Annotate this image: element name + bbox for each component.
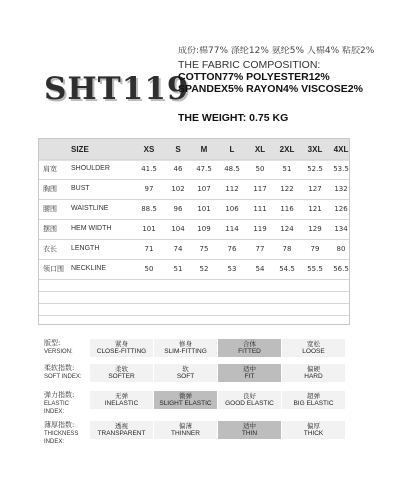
index-option	[90, 364, 153, 382]
index-option-cn: 适中	[243, 422, 256, 430]
size-header-3xl: 3XL	[307, 145, 323, 154]
size-value: 116	[280, 205, 294, 213]
measure-label-cn: 衣长	[43, 245, 57, 253]
size-value: 117	[253, 185, 267, 193]
size-value: 119	[253, 225, 267, 233]
size-value: 75	[199, 245, 209, 253]
size-header-xs: XS	[143, 145, 155, 154]
index-label-cn: 弹力指数:	[44, 391, 75, 399]
index-option-cn: 软	[182, 365, 189, 373]
index-option-cn: 偏厚	[307, 422, 320, 430]
index-option-selected	[218, 364, 281, 382]
measure-label-cn: 摆围	[43, 225, 57, 233]
size-value: 107	[197, 185, 211, 193]
size-value: 74	[173, 245, 183, 253]
index-option	[154, 339, 217, 357]
measure-label-neckline: NECKLINE	[71, 265, 107, 272]
index-option	[90, 391, 153, 409]
size-value: 112	[225, 185, 239, 193]
size-value: 52.5	[307, 165, 323, 173]
size-value: 97	[144, 185, 154, 193]
measure-label-cn: 胸围	[43, 185, 57, 193]
table-divider	[39, 303, 349, 304]
measure-label-length: LENGTH	[71, 245, 100, 252]
size-value: 104	[171, 225, 185, 233]
table-divider	[39, 315, 349, 316]
size-value: 50	[144, 265, 154, 273]
size-header-4xl: 4XL	[333, 145, 349, 154]
size-value: 127	[308, 185, 322, 193]
index-option-en: CLOSE-FITTING	[96, 348, 147, 355]
index-option-en: THIN	[241, 430, 258, 437]
size-value: 55.5	[307, 265, 323, 273]
index-option-en: FIT	[244, 373, 255, 380]
size-header-xl: XL	[254, 145, 266, 154]
index-option	[282, 339, 345, 357]
index-option	[90, 339, 153, 357]
size-value: 129	[308, 225, 322, 233]
index-option-cn: 微弹	[179, 392, 192, 400]
index-label-en: VERSION:	[44, 349, 73, 355]
index-option-en: INELASTIC	[104, 400, 139, 407]
composition-title: THE FABRIC COMPOSITION:	[178, 59, 321, 71]
size-value: 134	[334, 225, 348, 233]
index-label-cn: 薄厚指数:	[44, 421, 75, 429]
size-header-s: S	[175, 145, 181, 154]
index-option-cn: 柔软	[115, 365, 128, 373]
index-option	[282, 391, 345, 409]
index-option-cn: 宽松	[307, 340, 320, 348]
size-value: 46	[173, 165, 183, 173]
size-value: 53	[227, 265, 237, 273]
size-value: 122	[280, 185, 294, 193]
index-option	[282, 421, 345, 439]
size-value: 109	[197, 225, 211, 233]
index-option	[282, 364, 345, 382]
size-value: 126	[334, 205, 348, 213]
size-value: 88.5	[141, 205, 157, 213]
index-option	[154, 364, 217, 382]
size-chart-table	[38, 138, 350, 325]
size-value: 106	[225, 205, 239, 213]
index-option-cn: 偏薄	[179, 422, 192, 430]
index-option-selected	[154, 391, 217, 409]
index-label-en: ELASTIC INDEX:	[44, 401, 70, 415]
fabric-weight: THE WEIGHT: 0.75 KG	[178, 112, 289, 124]
size-header-m: M	[200, 145, 208, 154]
size-value: 80	[336, 245, 346, 253]
index-option-en: LOOSE	[302, 348, 325, 355]
index-option-en: SOFTER	[108, 373, 135, 380]
index-label-en: THICKNESS INDEX:	[44, 431, 79, 445]
measure-label-waistline: WAISTLINE	[71, 205, 109, 212]
size-value: 50	[255, 165, 265, 173]
size-column-title: SIZE	[71, 145, 89, 154]
size-value: 101	[197, 205, 211, 213]
index-option-en: THINNER	[171, 430, 200, 437]
size-value: 47.5	[196, 165, 212, 173]
index-option-selected	[218, 421, 281, 439]
size-value: 41.5	[141, 165, 157, 173]
composition-line-2: SPANDEX5% RAYON4% VISCOSE2%	[178, 83, 363, 95]
index-option-cn: 修身	[179, 340, 192, 348]
size-value: 77	[255, 245, 265, 253]
index-option-cn: 透视	[115, 422, 128, 430]
size-value: 96	[173, 205, 183, 213]
style-code: SHT119	[44, 71, 190, 107]
index-label-en: SOFT INDEX:	[44, 374, 82, 380]
size-value: 56.5	[333, 265, 349, 273]
table-divider	[39, 239, 349, 240]
size-value: 53.5	[333, 165, 349, 173]
size-value: 79	[310, 245, 320, 253]
index-option-selected	[218, 339, 281, 357]
measure-label-cn: 肩宽	[43, 165, 57, 173]
size-value: 132	[334, 185, 348, 193]
size-value: 111	[253, 205, 267, 213]
composition-line-1: COTTON77% POLYESTER12%	[178, 71, 330, 83]
index-option-en: SLIGHT ELASTIC	[159, 400, 212, 407]
index-option	[218, 391, 281, 409]
index-option-en: GOOD ELASTIC	[225, 400, 274, 407]
table-divider	[39, 199, 349, 200]
index-option-cn: 适中	[243, 365, 256, 373]
table-divider	[39, 179, 349, 180]
index-option-cn: 紧身	[115, 340, 128, 348]
index-option-cn: 偏硬	[307, 365, 320, 373]
size-value: 124	[280, 225, 294, 233]
size-header-l: L	[229, 145, 235, 154]
index-option-en: SOFT	[176, 373, 195, 380]
size-value: 51	[173, 265, 183, 273]
index-option	[90, 421, 153, 439]
fabric-composition	[178, 46, 400, 95]
size-value: 101	[142, 225, 156, 233]
index-option-en: SLIM-FITTING	[164, 348, 207, 355]
size-value: 76	[227, 245, 237, 253]
index-option-en: THICK	[303, 430, 324, 437]
size-value: 52	[199, 265, 209, 273]
size-value: 54.5	[279, 265, 295, 273]
size-header-2xl: 2XL	[279, 145, 295, 154]
index-option-en: HARD	[304, 373, 323, 380]
measure-label-shoulder: SHOULDER	[71, 165, 110, 172]
table-divider	[39, 291, 349, 292]
size-value: 121	[308, 205, 322, 213]
index-option-en: BIG ELASTIC	[293, 400, 334, 407]
size-value: 54	[255, 265, 265, 273]
size-value: 71	[144, 245, 154, 253]
table-divider	[39, 219, 349, 220]
size-value: 51	[282, 165, 292, 173]
index-option-en: TRANSPARENT	[97, 430, 146, 437]
size-value: 114	[225, 225, 239, 233]
index-option	[154, 421, 217, 439]
measure-label-hem-width: HEM WIDTH	[71, 225, 112, 232]
index-option-cn: 合体	[243, 340, 256, 348]
index-option-cn: 良好	[243, 392, 256, 400]
index-option-cn: 超弹	[307, 392, 320, 400]
table-divider	[39, 159, 349, 160]
composition-cn: 成份:棉77% 涤纶12% 氨纶5% 人棉4% 粘胶2%	[178, 46, 375, 56]
index-label-cn: 版型:	[44, 339, 61, 347]
table-divider	[39, 279, 349, 280]
table-divider	[39, 259, 349, 260]
index-option-cn: 无弹	[115, 392, 128, 400]
size-value: 48.5	[224, 165, 240, 173]
index-label-cn: 柔软指数:	[44, 364, 75, 372]
measure-label-cn: 腰围	[43, 205, 57, 213]
index-option-en: FITTED	[238, 348, 261, 355]
size-value: 102	[171, 185, 185, 193]
measure-label-bust: BUST	[71, 185, 90, 192]
size-value: 78	[282, 245, 292, 253]
measure-label-cn: 领口围	[43, 265, 64, 273]
